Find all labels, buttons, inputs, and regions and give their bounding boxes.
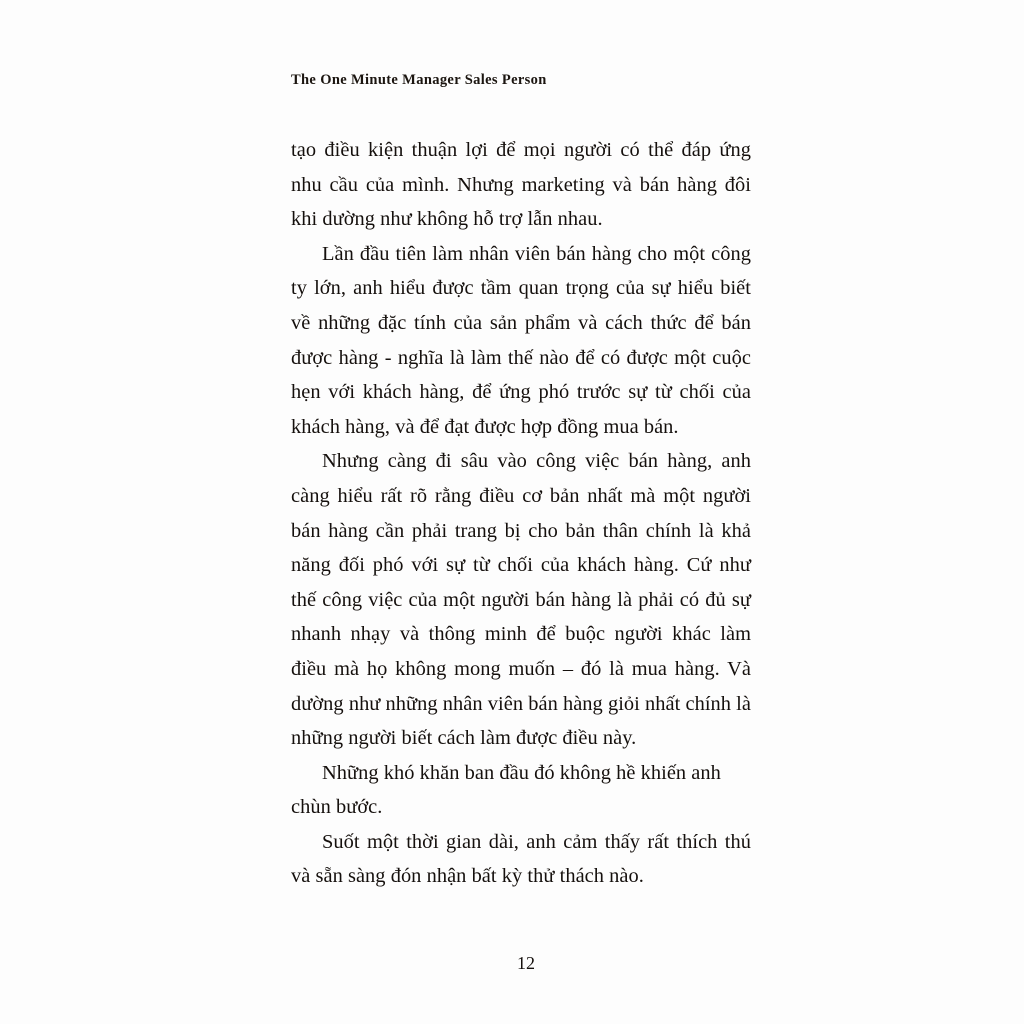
page-folio bbox=[0, 953, 1024, 974]
running-head: The One Minute Manager Sales Person bbox=[291, 72, 547, 88]
paragraph: Lần đầu tiên làm nhân viên bán hàng cho một công ty lớn, anh hiểu được tầm quan trọng của sự hiểu biết về những đặc tính của sản phẩm và cách thức để bán được hàng - nghĩa là làm thế nào để có được một cuộc hẹn với khách hàng, để ứng phó trước sự từ chối của khách hàng, và để đạt được hợp đồng mua bán. bbox=[291, 242, 751, 438]
body-text-column bbox=[291, 133, 751, 894]
paragraph: Nhưng càng đi sâu vào công việc bán hàng, anh càng hiểu rất rõ rằng điều cơ bản nhất mà một người bán hàng cần phải trang bị cho bản thân chính là khả năng đối phó với sự từ chối của khách hàng. Cứ như thế công việc của một người bán hàng là phải có đủ sự nhanh nhạy và thông minh để buộc người khác làm điều mà họ không mong muốn – đó là mua hàng. Và dường như những nhân viên bán hàng giỏi nhất chính là những người biết cách làm được điều này. bbox=[291, 450, 751, 750]
paragraph: Những khó khăn ban đầu đó không hề khiến anh chùn bước. bbox=[291, 761, 721, 819]
paragraph: Suốt một thời gian dài, anh cảm thấy rất thích thú và sẵn sàng đón nhận bất kỳ thử thách nào. bbox=[291, 830, 751, 888]
paragraph: tạo điều kiện thuận lợi để mọi người có thể đáp ứng nhu cầu của mình. Nhưng marketing và bán hàng đôi khi dường như không hỗ trợ lẫn nhau. bbox=[291, 139, 751, 231]
page-number: 12 bbox=[517, 953, 535, 973]
